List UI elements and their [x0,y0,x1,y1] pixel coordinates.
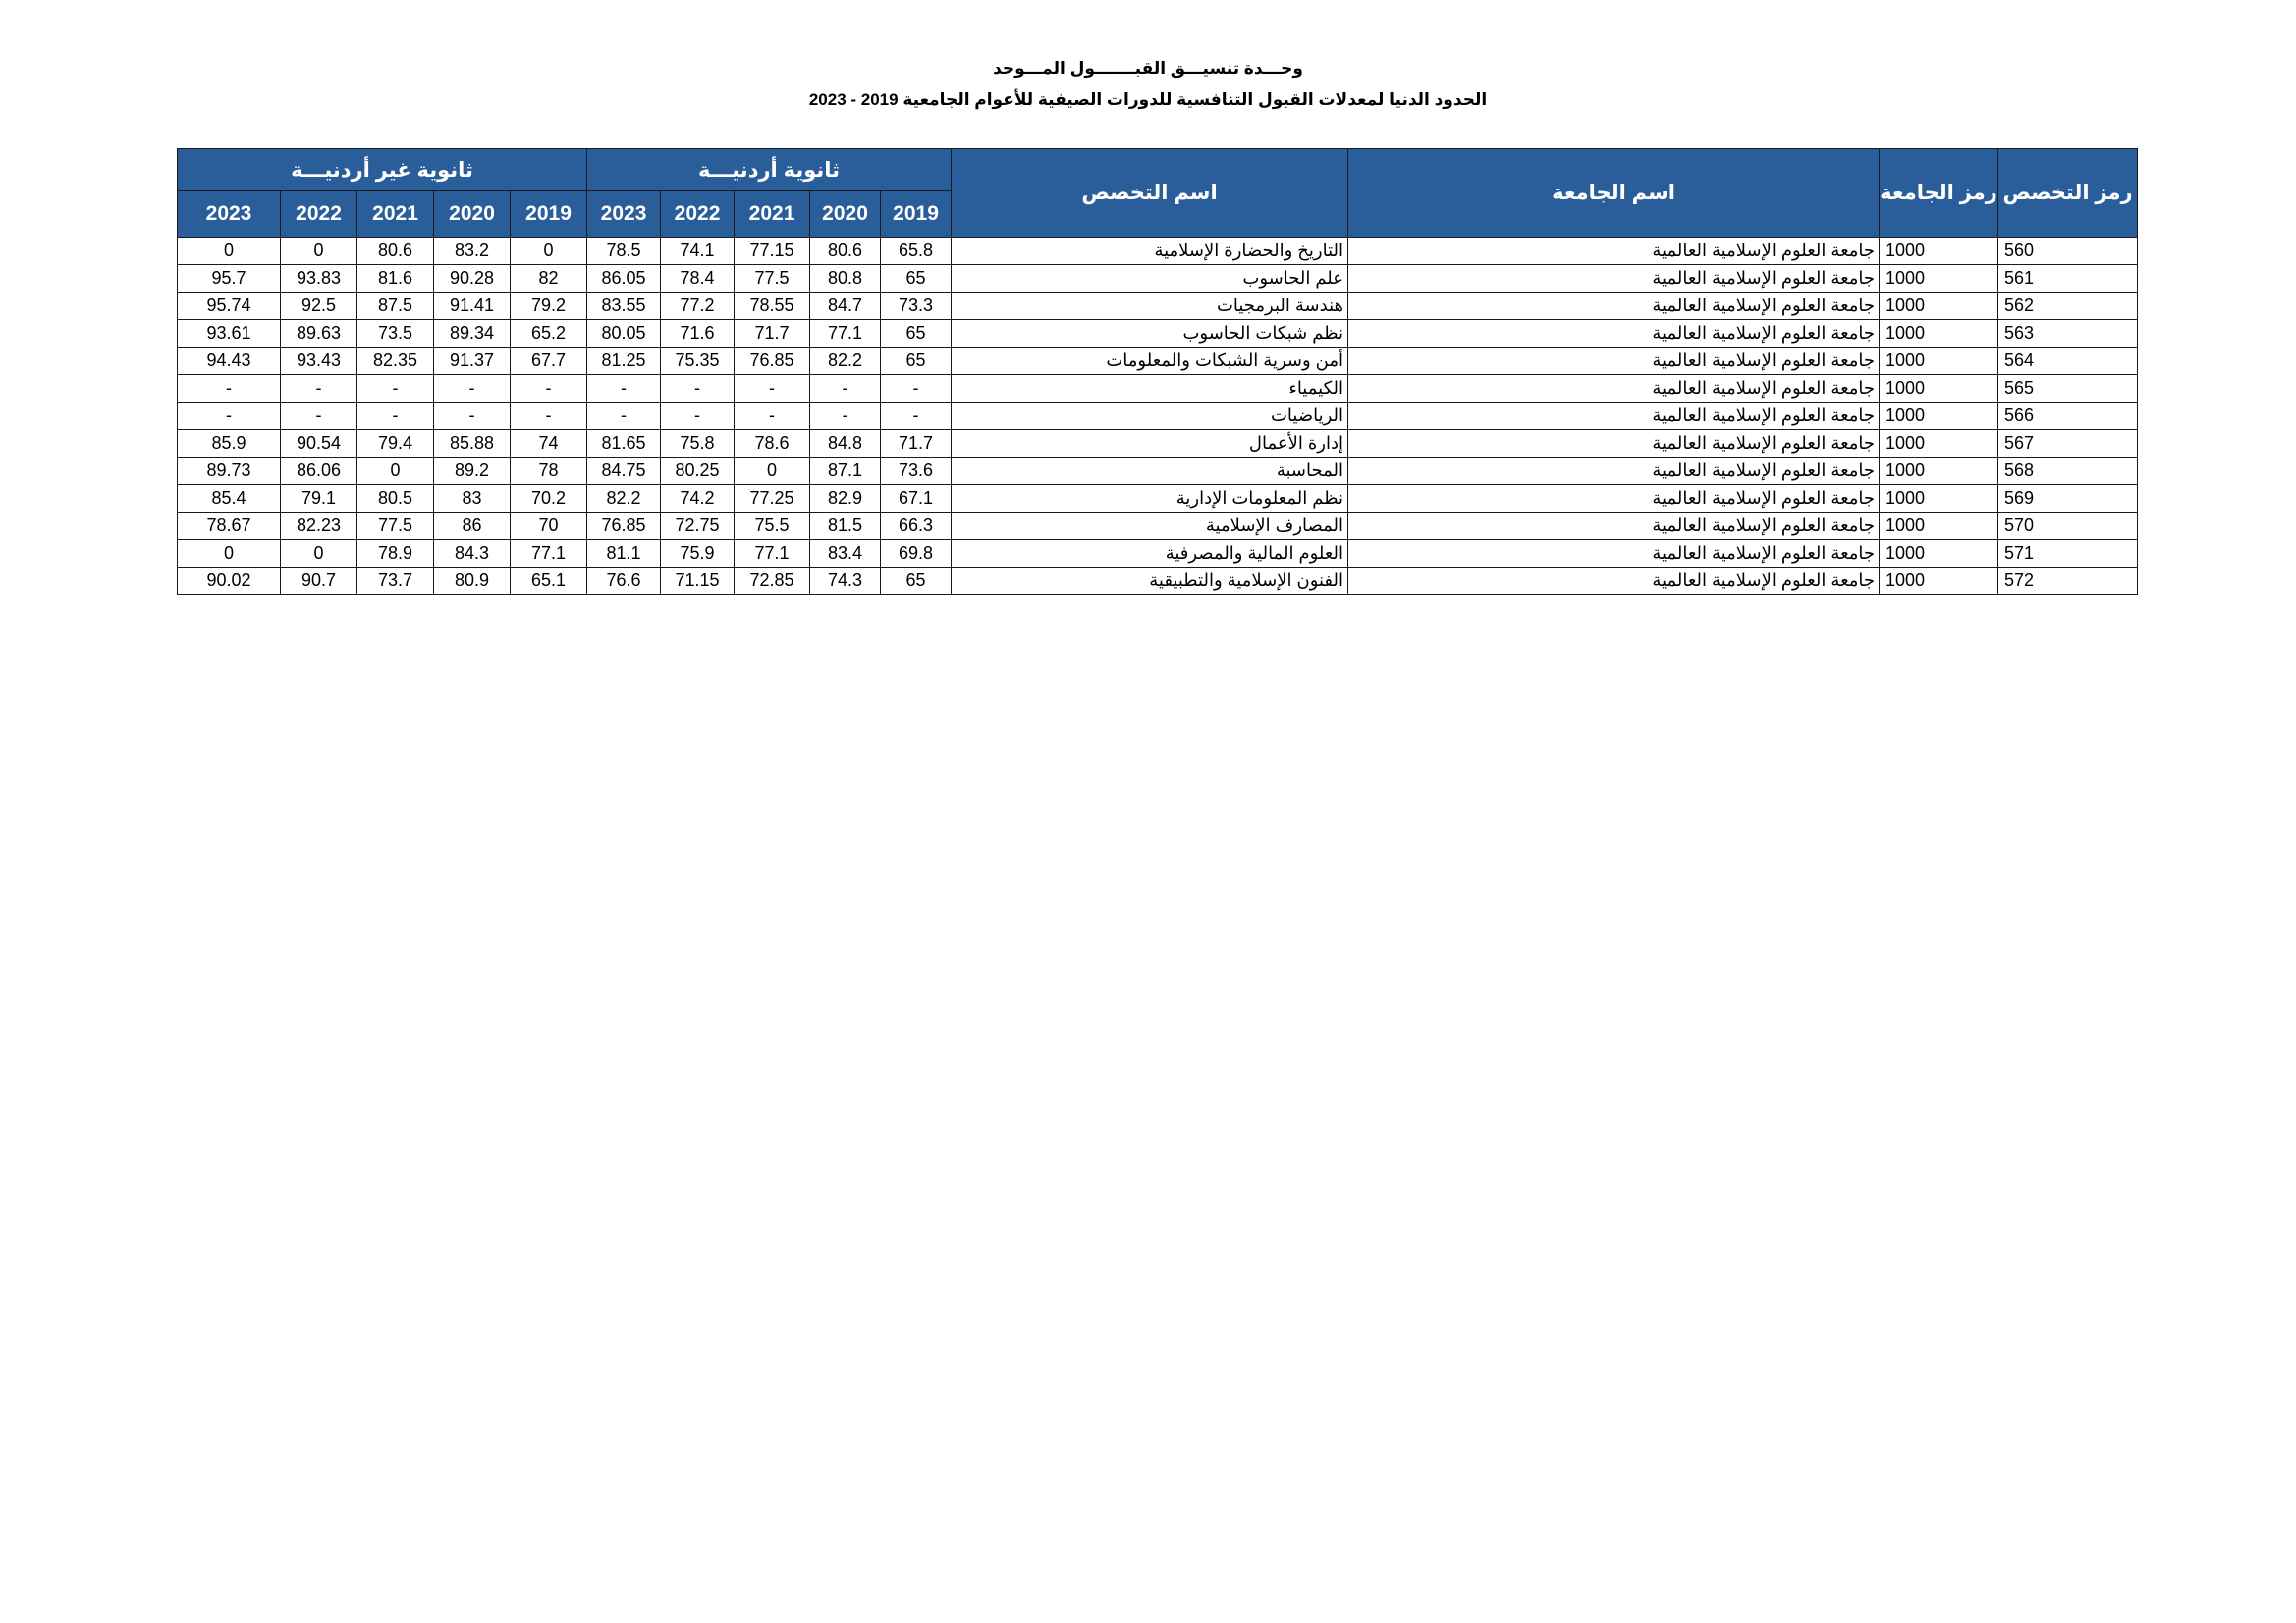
cell-university-code: 1000 [1880,320,1998,348]
cell-nonjo-score: - [434,403,511,430]
header-nonjo-year-2019[interactable]: 2019 [511,191,587,238]
cell-jo-score: - [587,403,661,430]
header-nonjo-year-2022[interactable]: 2022 [281,191,357,238]
cell-major-name: أمن وسرية الشبكات والمعلومات [952,348,1348,375]
cell-nonjo-score: 0 [511,238,587,265]
cell-university-name: جامعة العلوم الإسلامية العالمية [1348,238,1880,265]
cell-jo-score: 65 [881,320,952,348]
cell-nonjo-score: 0 [281,540,357,568]
cell-nonjo-score: - [281,403,357,430]
cell-university-code: 1000 [1880,430,1998,458]
cell-nonjo-score: 81.6 [357,265,434,293]
table-row [178,238,2138,265]
cell-jo-score: 81.65 [587,430,661,458]
cell-jo-score: 80.6 [810,238,881,265]
cell-nonjo-score: 73.5 [357,320,434,348]
cell-jo-score: 75.9 [661,540,735,568]
cell-jo-score: 81.5 [810,513,881,540]
cell-jo-score: 78.55 [735,293,810,320]
cell-major-name: نظم المعلومات الإدارية [952,485,1348,513]
cell-jo-score: 65 [881,568,952,595]
cell-university-code: 1000 [1880,265,1998,293]
cell-major-name: المحاسبة [952,458,1348,485]
admission-table-container [177,148,2137,595]
cell-nonjo-score: 0 [178,540,281,568]
cell-jo-score: 65 [881,265,952,293]
table-body [178,238,2138,595]
cell-nonjo-score: - [357,375,434,403]
table-row [178,540,2138,568]
cell-nonjo-score: - [511,403,587,430]
cell-nonjo-score: 73.7 [357,568,434,595]
cell-university-name: جامعة العلوم الإسلامية العالمية [1348,568,1880,595]
cell-major-name: العلوم المالية والمصرفية [952,540,1348,568]
cell-nonjo-score: 77.5 [357,513,434,540]
cell-jo-score: 80.8 [810,265,881,293]
cell-university-name: جامعة العلوم الإسلامية العالمية [1348,320,1880,348]
cell-nonjo-score: 89.63 [281,320,357,348]
cell-university-name: جامعة العلوم الإسلامية العالمية [1348,265,1880,293]
cell-jo-score: 69.8 [881,540,952,568]
cell-jo-score: 77.1 [810,320,881,348]
cell-major-name: الرياضيات [952,403,1348,430]
header-jordanian-group: ثانوية أردنيـــة [587,149,952,191]
cell-nonjo-score: - [357,403,434,430]
cell-jo-score: 82.9 [810,485,881,513]
header-major-name[interactable]: اسم التخصص [952,149,1348,238]
cell-major-name: الكيمياء [952,375,1348,403]
cell-university-name: جامعة العلوم الإسلامية العالمية [1348,430,1880,458]
cell-nonjo-score: 86 [434,513,511,540]
cell-jo-score: 71.6 [661,320,735,348]
cell-jo-score: 73.6 [881,458,952,485]
cell-nonjo-score: 85.9 [178,430,281,458]
cell-university-code: 1000 [1880,513,1998,540]
table-row [178,568,2138,595]
cell-nonjo-score: 84.3 [434,540,511,568]
cell-university-code: 1000 [1880,375,1998,403]
cell-university-code: 1000 [1880,403,1998,430]
cell-jo-score: 72.85 [735,568,810,595]
report-title: الحدود الدنيا لمعدلات القبول التنافسية للدورات الصيفية للأعوام الجامعية 2019 - 2023 [808,90,1488,109]
cell-jo-score: 80.25 [661,458,735,485]
table-row [178,430,2138,458]
cell-nonjo-score: 93.83 [281,265,357,293]
header-jo-year-2021[interactable]: 2021 [735,191,810,238]
cell-major-code: 564 [1998,348,2138,375]
cell-major-code: 563 [1998,320,2138,348]
cell-jo-score: 67.1 [881,485,952,513]
header-university-code[interactable]: رمز الجامعة [1880,149,1998,238]
cell-major-code: 568 [1998,458,2138,485]
cell-nonjo-score: 91.41 [434,293,511,320]
cell-nonjo-score: 0 [281,238,357,265]
header-university-name[interactable]: اسم الجامعة [1348,149,1880,238]
cell-nonjo-score: 86.06 [281,458,357,485]
header-nonjo-year-2021[interactable]: 2021 [357,191,434,238]
cell-nonjo-score: 77.1 [511,540,587,568]
header-jo-year-2022[interactable]: 2022 [661,191,735,238]
cell-jo-score: 77.25 [735,485,810,513]
cell-nonjo-score: 0 [357,458,434,485]
cell-major-name: علم الحاسوب [952,265,1348,293]
cell-nonjo-score: 90.28 [434,265,511,293]
cell-jo-score: 73.3 [881,293,952,320]
cell-jo-score: 82.2 [810,348,881,375]
cell-jo-score: 76.85 [735,348,810,375]
cell-jo-score: - [881,403,952,430]
cell-nonjo-score: 78.67 [178,513,281,540]
cell-jo-score: 84.7 [810,293,881,320]
cell-major-name: هندسة البرمجيات [952,293,1348,320]
header-row-groups [178,149,2138,191]
cell-nonjo-score: - [434,375,511,403]
header-jo-year-2020[interactable]: 2020 [810,191,881,238]
cell-jo-score: - [810,403,881,430]
cell-university-code: 1000 [1880,540,1998,568]
cell-university-code: 1000 [1880,293,1998,320]
cell-major-code: 562 [1998,293,2138,320]
cell-jo-score: - [735,403,810,430]
cell-major-name: نظم شبكات الحاسوب [952,320,1348,348]
header-jo-year-2019[interactable]: 2019 [881,191,952,238]
cell-nonjo-score: 93.43 [281,348,357,375]
cell-nonjo-score: 79.1 [281,485,357,513]
cell-jo-score: 65 [881,348,952,375]
cell-university-name: جامعة العلوم الإسلامية العالمية [1348,485,1880,513]
cell-nonjo-score: 90.02 [178,568,281,595]
cell-nonjo-score: 85.88 [434,430,511,458]
cell-jo-score: 74.1 [661,238,735,265]
header-nonjo-year-2023[interactable]: 2023 [178,191,281,238]
cell-nonjo-score: 90.54 [281,430,357,458]
cell-jo-score: 84.8 [810,430,881,458]
cell-jo-score: - [735,375,810,403]
cell-major-name: الفنون الإسلامية والتطبيقية [952,568,1348,595]
cell-major-code: 561 [1998,265,2138,293]
cell-nonjo-score: - [178,403,281,430]
table-row [178,375,2138,403]
cell-nonjo-score: 82.23 [281,513,357,540]
cell-nonjo-score: 79.4 [357,430,434,458]
header-major-code[interactable]: رمز التخصص [1998,149,2138,238]
cell-major-code: 569 [1998,485,2138,513]
cell-university-code: 1000 [1880,238,1998,265]
cell-jo-score: 77.2 [661,293,735,320]
cell-nonjo-score: 78.9 [357,540,434,568]
cell-nonjo-score: 83.2 [434,238,511,265]
cell-jo-score: 81.25 [587,348,661,375]
table-row [178,348,2138,375]
cell-major-code: 566 [1998,403,2138,430]
cell-university-name: جامعة العلوم الإسلامية العالمية [1348,348,1880,375]
cell-nonjo-score: 80.5 [357,485,434,513]
cell-jo-score: 77.1 [735,540,810,568]
cell-jo-score: 78.4 [661,265,735,293]
cell-jo-score: - [587,375,661,403]
cell-jo-score: 76.6 [587,568,661,595]
cell-jo-score: - [661,403,735,430]
cell-university-code: 1000 [1880,348,1998,375]
cell-nonjo-score: 70.2 [511,485,587,513]
cell-major-code: 565 [1998,375,2138,403]
cell-jo-score: 80.05 [587,320,661,348]
cell-nonjo-score: 80.9 [434,568,511,595]
cell-major-code: 572 [1998,568,2138,595]
cell-nonjo-score: 74 [511,430,587,458]
cell-jo-score: 75.5 [735,513,810,540]
cell-nonjo-score: 83 [434,485,511,513]
cell-jo-score: 72.75 [661,513,735,540]
cell-jo-score: 78.5 [587,238,661,265]
cell-nonjo-score: 65.1 [511,568,587,595]
cell-university-name: جامعة العلوم الإسلامية العالمية [1348,403,1880,430]
cell-nonjo-score: 90.7 [281,568,357,595]
cell-nonjo-score: 65.2 [511,320,587,348]
cell-nonjo-score: 89.2 [434,458,511,485]
cell-nonjo-score: 95.7 [178,265,281,293]
cell-jo-score: 71.7 [881,430,952,458]
table-row [178,265,2138,293]
cell-jo-score: 83.4 [810,540,881,568]
cell-jo-score: 74.2 [661,485,735,513]
table-row [178,293,2138,320]
cell-jo-score: - [810,375,881,403]
cell-university-code: 1000 [1880,485,1998,513]
cell-jo-score: 76.85 [587,513,661,540]
cell-major-code: 570 [1998,513,2138,540]
cell-nonjo-score: 91.37 [434,348,511,375]
cell-nonjo-score: 89.34 [434,320,511,348]
cell-jo-score: 75.8 [661,430,735,458]
table-row [178,458,2138,485]
cell-major-code: 560 [1998,238,2138,265]
cell-university-name: جامعة العلوم الإسلامية العالمية [1348,375,1880,403]
cell-university-name: جامعة العلوم الإسلامية العالمية [1348,540,1880,568]
table-row [178,320,2138,348]
cell-major-code: 567 [1998,430,2138,458]
cell-university-code: 1000 [1880,568,1998,595]
header-non-jordanian-group: ثانوية غير أردنيـــة [178,149,587,191]
cell-nonjo-score: 82 [511,265,587,293]
cell-major-name: التاريخ والحضارة الإسلامية [952,238,1348,265]
cell-nonjo-score: 89.73 [178,458,281,485]
table-row [178,485,2138,513]
cell-nonjo-score: 87.5 [357,293,434,320]
cell-nonjo-score: 78 [511,458,587,485]
unit-title: وحـــدة تنسيـــق القبـــــــول المـــوحد [993,59,1303,78]
cell-jo-score: 71.7 [735,320,810,348]
cell-nonjo-score: 92.5 [281,293,357,320]
cell-nonjo-score: 95.74 [178,293,281,320]
cell-university-name: جامعة العلوم الإسلامية العالمية [1348,458,1880,485]
cell-nonjo-score: 79.2 [511,293,587,320]
cell-nonjo-score: 94.43 [178,348,281,375]
table-row [178,513,2138,540]
cell-nonjo-score: 85.4 [178,485,281,513]
header-jo-year-2023[interactable]: 2023 [587,191,661,238]
cell-nonjo-score: 82.35 [357,348,434,375]
cell-nonjo-score: 93.61 [178,320,281,348]
cell-jo-score: 77.15 [735,238,810,265]
cell-jo-score: 87.1 [810,458,881,485]
cell-major-name: المصارف الإسلامية [952,513,1348,540]
cell-jo-score: 84.75 [587,458,661,485]
cell-jo-score: - [661,375,735,403]
cell-nonjo-score: 0 [178,238,281,265]
cell-university-name: جامعة العلوم الإسلامية العالمية [1348,293,1880,320]
cell-university-code: 1000 [1880,458,1998,485]
table-row [178,403,2138,430]
cell-nonjo-score: - [511,375,587,403]
cell-nonjo-score: 80.6 [357,238,434,265]
cell-jo-score: 81.1 [587,540,661,568]
header-nonjo-year-2020[interactable]: 2020 [434,191,511,238]
cell-nonjo-score: 70 [511,513,587,540]
cell-jo-score: 0 [735,458,810,485]
cell-jo-score: 71.15 [661,568,735,595]
cell-jo-score: 78.6 [735,430,810,458]
cell-jo-score: 86.05 [587,265,661,293]
cell-jo-score: 77.5 [735,265,810,293]
cell-jo-score: 83.55 [587,293,661,320]
cell-nonjo-score: - [281,375,357,403]
admission-table [177,148,2138,595]
cell-jo-score: 66.3 [881,513,952,540]
cell-major-name: إدارة الأعمال [952,430,1348,458]
cell-nonjo-score: 67.7 [511,348,587,375]
cell-university-name: جامعة العلوم الإسلامية العالمية [1348,513,1880,540]
cell-jo-score: - [881,375,952,403]
cell-nonjo-score: - [178,375,281,403]
cell-jo-score: 82.2 [587,485,661,513]
cell-jo-score: 75.35 [661,348,735,375]
cell-jo-score: 65.8 [881,238,952,265]
cell-jo-score: 74.3 [810,568,881,595]
cell-major-code: 571 [1998,540,2138,568]
